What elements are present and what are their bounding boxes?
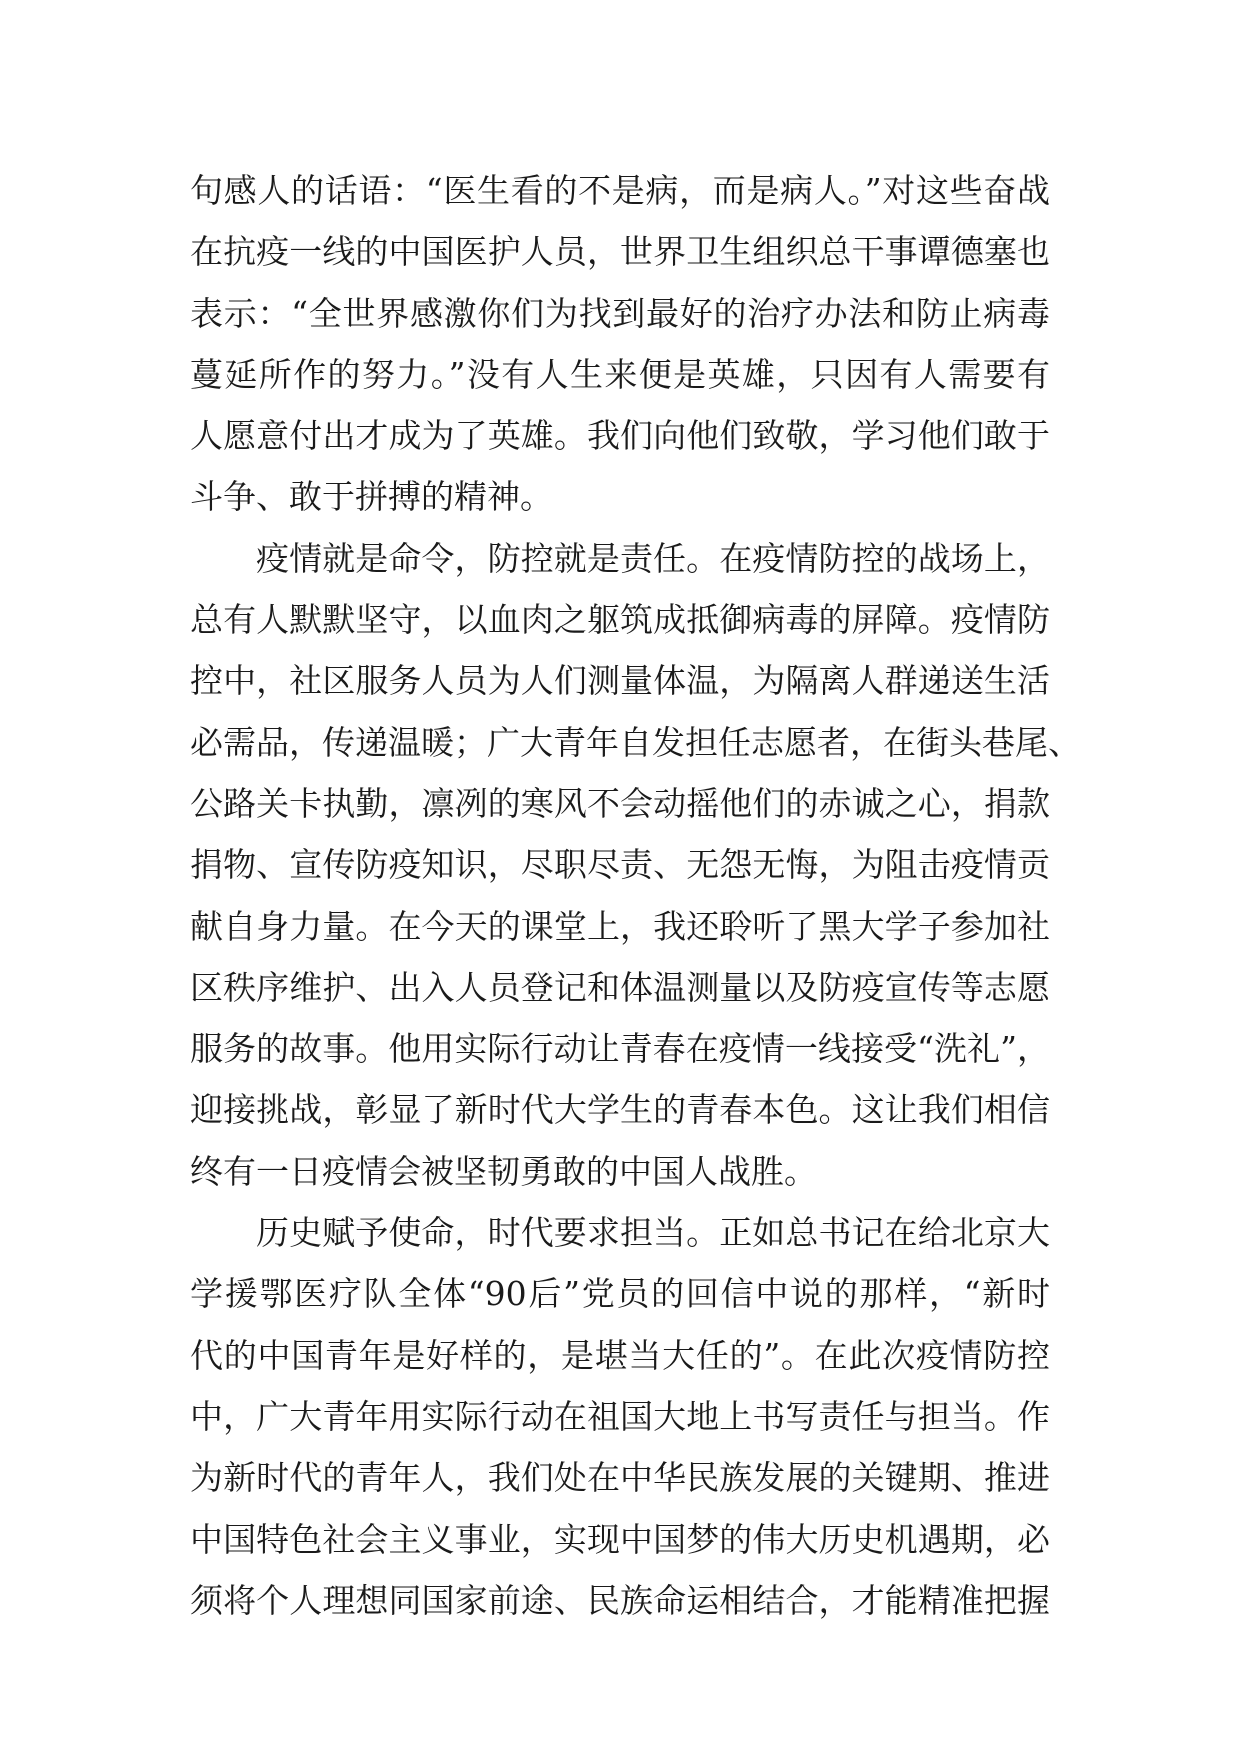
text-line: 中国特色社会主义事业，实现中国梦的伟大历史机遇期，必 xyxy=(190,1519,1050,1559)
text-line: 疫情就是命令，防控就是责任。在疫情防控的战场上， xyxy=(256,538,1050,578)
text-line: 为新时代的青年人，我们处在中华民族发展的关键期、推进 xyxy=(190,1458,1050,1498)
text-line: 区秩序维护、出入人员登记和体温测量以及防疫宣传等志愿 xyxy=(190,967,1050,1007)
text-line: 人愿意付出才成为了英雄。我们向他们致敬，学习他们敢于 xyxy=(190,416,1050,456)
text-line: 蔓延所作的努力。”没有人生来便是英雄，只因有人需要有 xyxy=(190,354,1050,394)
text-line: 终有一日疫情会被坚韧勇敢的中国人战胜。 xyxy=(190,1151,817,1191)
text-line: 表示：“全世界感激你们为找到最好的治疗办法和防止病毒 xyxy=(190,293,1050,333)
text-line: 控中，社区服务人员为人们测量体温，为隔离人群递送生活 xyxy=(190,661,1050,701)
text-line: 历史赋予使命，时代要求担当。正如总书记在给北京大 xyxy=(256,1213,1050,1253)
text-line: 学援鄂医疗队全体“90后”党员的回信中说的那样，“新时 xyxy=(190,1274,1050,1314)
text-line: 捐物、宣传防疫知识，尽职尽责、无怨无悔，为阻击疫情贡 xyxy=(190,845,1050,885)
text-line: 迎接挑战，彰显了新时代大学生的青春本色。这让我们相信 xyxy=(190,1090,1050,1130)
text-line: 须将个人理想同国家前途、民族命运相结合，才能精准把握 xyxy=(190,1580,1050,1620)
body-text xyxy=(190,160,1081,1631)
text-line: 公路关卡执勤，凛冽的寒风不会动摇他们的赤诚之心，捐款 xyxy=(190,783,1050,823)
text-line: 在抗疫一线的中国医护人员，世界卫生组织总干事谭德塞也 xyxy=(190,232,1050,272)
text-line: 中，广大青年用实际行动在祖国大地上书写责任与担当。作 xyxy=(190,1396,1050,1436)
text-line: 斗争、敢于拼搏的精神。 xyxy=(190,477,553,517)
text-line: 代的中国青年是好样的，是堪当大任的”。在此次疫情防控 xyxy=(190,1335,1050,1375)
text-line: 必需品，传递温暖；广大青年自发担任志愿者，在街头巷尾、 xyxy=(190,722,1081,762)
text-line: 句感人的话语：“医生看的不是病，而是病人。”对这些奋战 xyxy=(190,171,1050,210)
text-line: 服务的故事。他用实际行动让青春在疫情一线接受“洗礼”， xyxy=(190,1029,1050,1069)
text-line: 献自身力量。在今天的课堂上，我还聆听了黑大学子参加社 xyxy=(190,906,1050,946)
text-line: 总有人默默坚守，以血肉之躯筑成抵御病毒的屏障。疫情防 xyxy=(190,600,1050,640)
